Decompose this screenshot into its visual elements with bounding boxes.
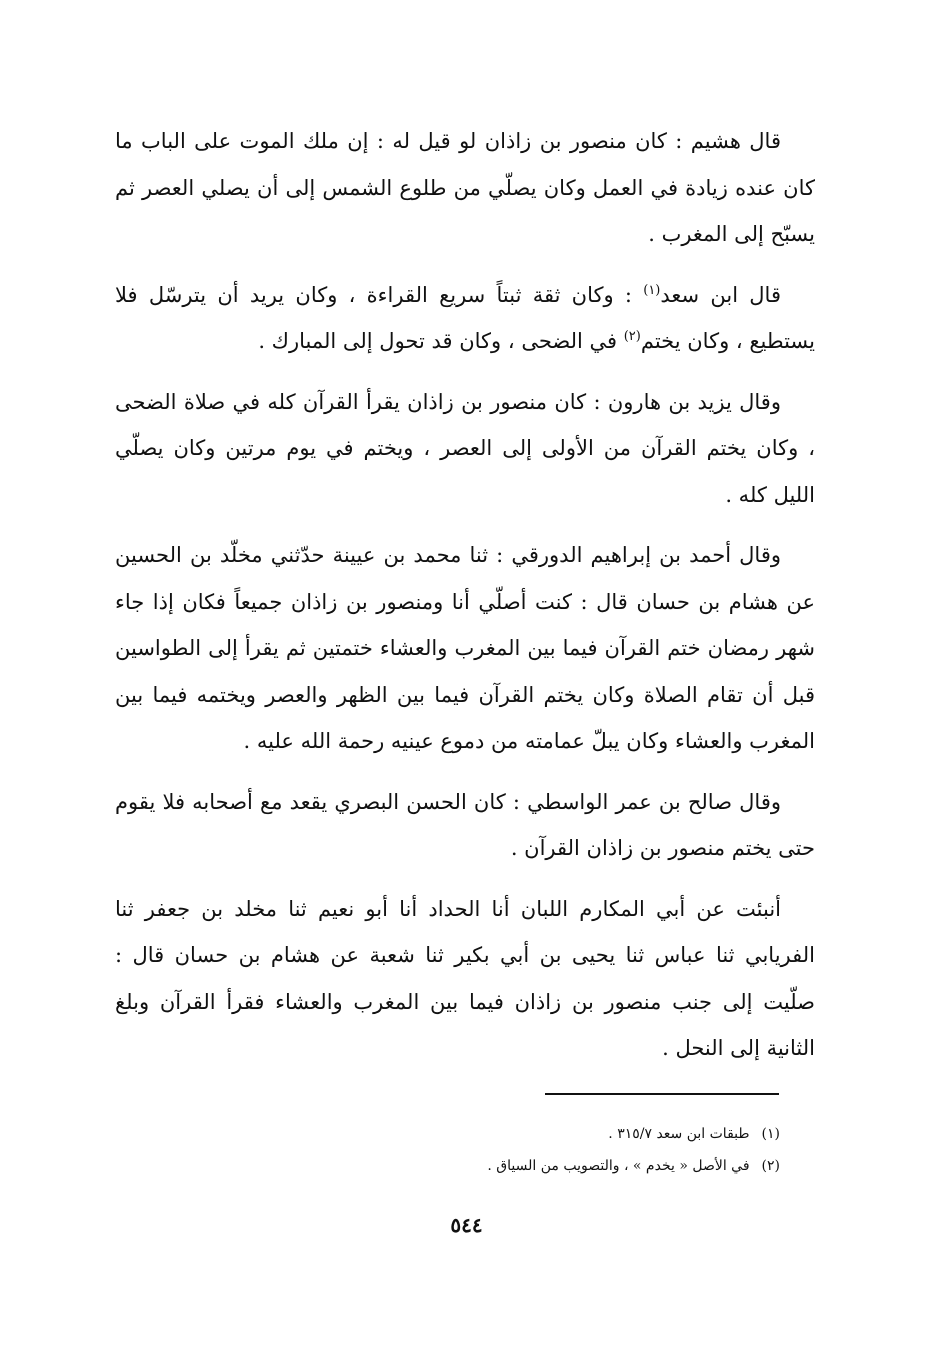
footnote-number: (٢) xyxy=(761,1158,780,1174)
paragraph-1: قال هشيم : كان منصور بن زاذان لو قيل له : إن ملك الموت على الباب ما كان عنده زيادة في العمل وكان يصلّي من طلوع الشمس إلى أن يصلي العصر ثم يسبّح إلى المغرب . xyxy=(115,129,815,246)
paragraph-4: وقال أحمد بن إبراهيم الدورقي : ثنا محمد بن عيينة حدّثني مخلّد بن الحسين عن هشام بن حسان قال : كنت أصلّي أنا ومنصور بن زاذان جميعاً فكان إذا جاء شهر رمضان ختم القرآن فيما بين المغرب والعشاء ختمتين ثم يقرأ إلى الطواسين قبل أن تقام الصلاة وكان يختم القرآن فيما بين الظهر والعصر ويختمه فيما بين المغرب والعشاء وكان يبلّ عمامته من دموع عينيه رحمة الله عليه . xyxy=(115,543,815,753)
paragraph-2-part-2: : وكان ثقة ثبتاً سريع القراءة ، وكان يريد أن يترسّل فلا يستطيع ، وكان يختم xyxy=(115,282,815,353)
paragraph-5: وقال صالح بن عمر الواسطي : كان الحسن البصري يقعد مع أصحابه فلا يقوم حتى يختم منصور بن زاذان القرآن . xyxy=(115,789,815,860)
footnote-text: في الأصل « يخدم » ، والتصويب من السياق . xyxy=(487,1158,750,1174)
footnote-1 xyxy=(300,1118,780,1150)
footnote-ref-1[interactable]: (١) xyxy=(643,282,661,298)
paragraph-2 xyxy=(115,272,815,365)
footnote-ref-2[interactable]: (٢) xyxy=(623,329,641,344)
footnote-divider xyxy=(545,1093,779,1095)
paragraph-3: وقال يزيد بن هارون : كان منصور بن زاذان يقرأ القرآن كله في صلاة الضحى ، وكان يختم القرآن من الأولى إلى العصر ، ويختم في يوم مرتين وكان يصلّي الليل كله . xyxy=(115,389,815,507)
page-number: ٥٤٤ xyxy=(450,1213,483,1237)
footnote-2 xyxy=(300,1150,780,1182)
main-text xyxy=(115,118,815,1086)
paragraph-2-part-3: في الضحى ، وكان قد تحول إلى المبارك . xyxy=(258,329,624,353)
footnote-number: (١) xyxy=(761,1126,780,1142)
footnote-text: طبقات ابن سعد ٣١٥/٧ . xyxy=(608,1126,750,1142)
paragraph-2-part-1: قال ابن سعد xyxy=(660,282,781,307)
footnotes xyxy=(300,1118,780,1182)
paragraph-6: أنبئت عن أبي المكارم اللبان أنا الحداد أنا أبو نعيم ثنا مخلد بن جعفر ثنا الفريابي ثنا عباس ثنا يحيى بن أبي بكير ثنا شعبة عن هشام بن حسان قال : صلّيت إلى جنب منصور بن زاذان فيما بين المغرب والعشاء فقرأ القرآن وبلغ الثانية إلى النحل . xyxy=(115,896,815,1060)
